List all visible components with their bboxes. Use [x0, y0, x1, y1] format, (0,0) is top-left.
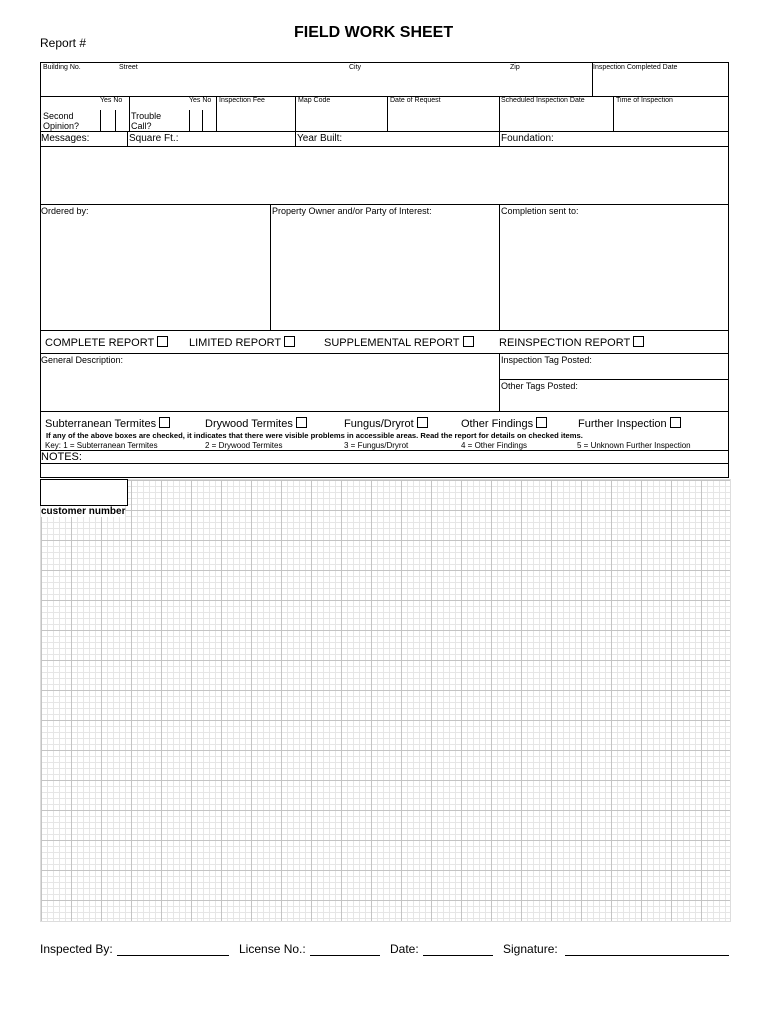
square-ft-label: Square Ft.:	[129, 133, 179, 144]
year-built-label: Year Built:	[297, 133, 343, 144]
time-of-inspection-label: Time of Inspection	[616, 97, 673, 104]
supplemental-report-checkbox[interactable]	[463, 336, 474, 347]
key-fungus: 3 = Fungus/Dryrot	[344, 441, 409, 450]
second-opinion-yes-no-label: Yes No	[100, 97, 123, 104]
other-findings-option: Other Findings	[461, 417, 547, 430]
limited-report-option: LIMITED REPORT	[189, 336, 295, 349]
messages-label: Messages:	[41, 133, 90, 144]
inspection-completed-date-label: Inspection Completed Date	[593, 64, 678, 71]
other-findings-checkbox[interactable]	[536, 417, 547, 428]
zip-label: Zip	[510, 64, 520, 71]
fungus-dryrot-option: Fungus/Dryrot	[344, 417, 428, 430]
trouble-call-label: Trouble Call?	[131, 111, 162, 131]
fungus-dryrot-checkbox[interactable]	[417, 417, 428, 428]
second-opinion-label: Second Opinion?	[43, 111, 80, 131]
reinspection-report-checkbox[interactable]	[633, 336, 644, 347]
key-further: 5 = Unknown Further Inspection	[577, 441, 691, 450]
customer-number-label: customer number	[41, 506, 126, 517]
building-no-label: Building No.	[43, 64, 81, 71]
property-owner-label: Property Owner and/or Party of Interest:	[272, 206, 432, 216]
report-number-label: Report #	[40, 36, 87, 50]
key-subterranean: Key: 1 = Subterranean Termites	[45, 441, 158, 450]
inspection-tag-posted-label: Inspection Tag Posted:	[501, 355, 592, 365]
graph-paper-area[interactable]	[40, 479, 731, 922]
date-field[interactable]	[423, 955, 493, 956]
drywood-termites-option: Drywood Termites	[205, 417, 307, 430]
date-label: Date:	[390, 942, 419, 956]
ordered-by-label: Ordered by:	[41, 206, 89, 216]
subterranean-termites-checkbox[interactable]	[159, 417, 170, 428]
completion-sent-to-label: Completion sent to:	[501, 206, 579, 216]
notes-label: NOTES:	[41, 451, 82, 463]
city-label: City	[349, 64, 362, 71]
complete-report-checkbox[interactable]	[157, 336, 168, 347]
street-label: Street	[119, 64, 138, 71]
complete-report-option: COMPLETE REPORT	[45, 336, 168, 349]
foundation-label: Foundation:	[501, 133, 554, 144]
general-description-label: General Description:	[41, 355, 124, 365]
supplemental-report-option: SUPPLEMENTAL REPORT	[324, 336, 474, 349]
drywood-termites-checkbox[interactable]	[296, 417, 307, 428]
further-inspection-option: Further Inspection	[578, 417, 681, 430]
further-inspection-checkbox[interactable]	[670, 417, 681, 428]
inspected-by-field[interactable]	[117, 955, 229, 956]
license-no-label: License No.:	[239, 942, 306, 956]
license-no-field[interactable]	[310, 955, 380, 956]
inspection-fee-label: Inspection Fee	[219, 97, 265, 104]
trouble-call-yes-no-label: Yes No	[189, 97, 212, 104]
date-of-request-label: Date of Request	[390, 97, 441, 104]
reinspection-report-option: REINSPECTION REPORT	[499, 336, 644, 349]
map-code-label: Map Code	[298, 97, 331, 104]
inspected-by-label: Inspected By:	[40, 942, 113, 956]
page-title: FIELD WORK SHEET	[294, 24, 454, 41]
key-drywood: 2 = Drywood Termites	[205, 441, 283, 450]
subterranean-termites-option: Subterranean Termites	[45, 417, 170, 430]
scheduled-inspection-date-label: Scheduled Inspection Date	[501, 97, 585, 104]
findings-notice: If any of the above boxes are checked, it indicates that there were visible problems in accessible areas. Read the report for details on checked items.	[46, 431, 583, 440]
customer-number-box[interactable]	[40, 479, 128, 506]
signature-field[interactable]	[565, 955, 729, 956]
other-tags-posted-label: Other Tags Posted:	[501, 381, 578, 391]
signature-label: Signature:	[503, 942, 558, 956]
key-other: 4 = Other Findings	[461, 441, 528, 450]
limited-report-checkbox[interactable]	[284, 336, 295, 347]
